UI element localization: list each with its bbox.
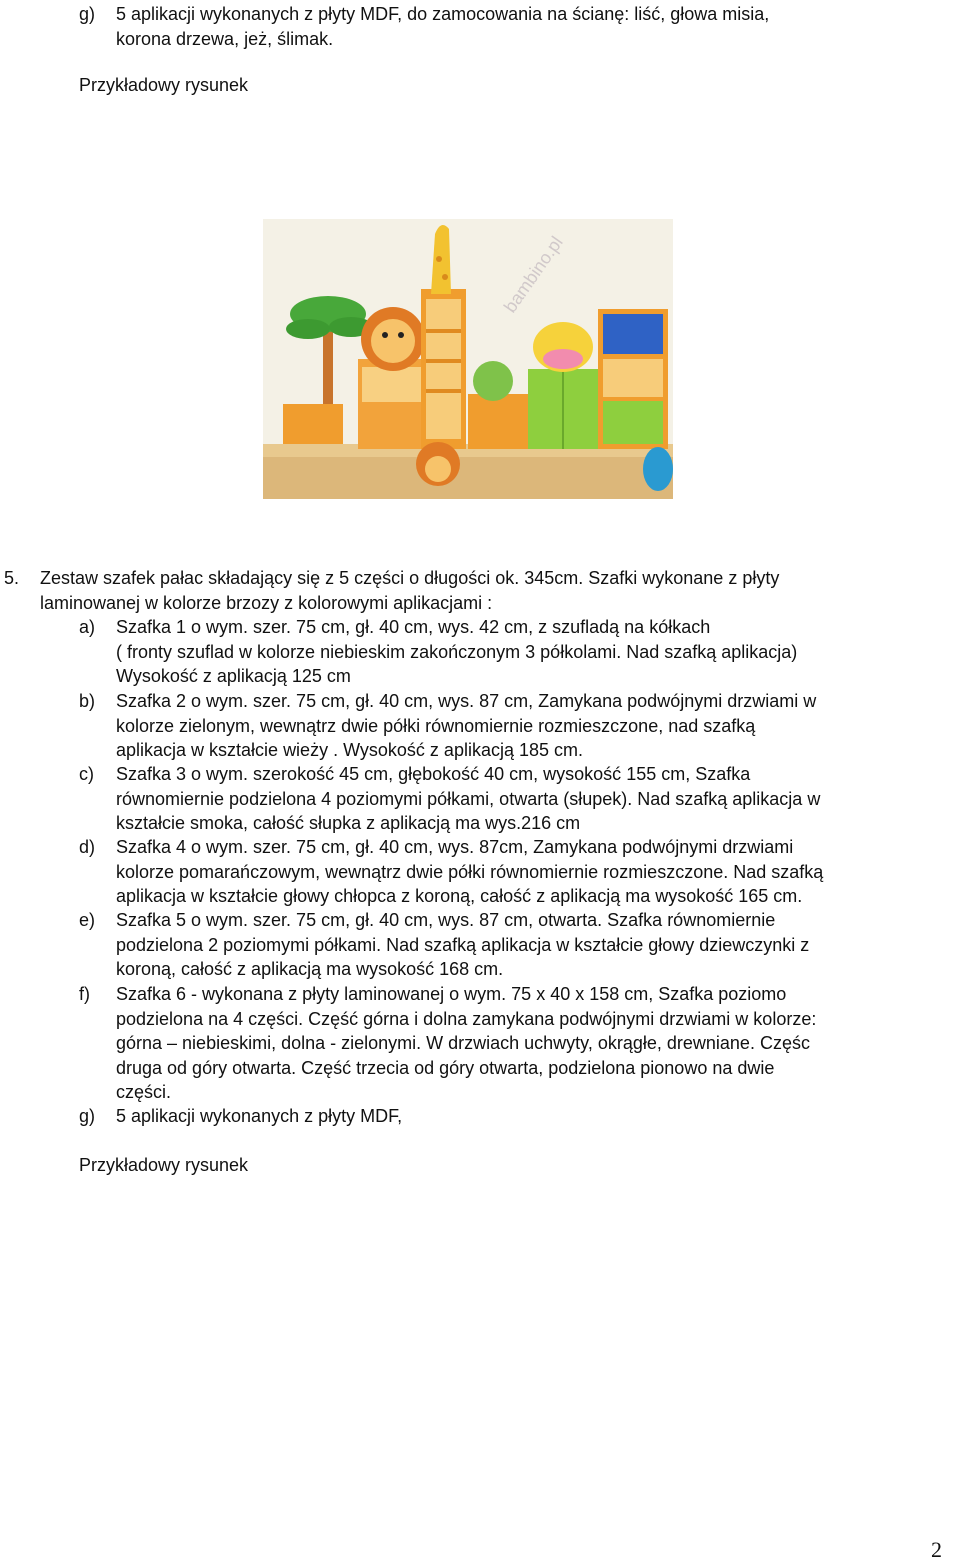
item-label: d) bbox=[79, 837, 96, 857]
item-label: e) bbox=[79, 910, 96, 930]
example-caption-top: Przykładowy rysunek bbox=[79, 75, 249, 95]
item-label: a) bbox=[79, 617, 96, 637]
item-line: podzielona na 4 części. Część górna i dolna zamykana podwójnymi drzwiami w kolorze: bbox=[116, 1008, 817, 1029]
item-line: 5 aplikacji wykonanych z płyty MDF, bbox=[116, 1106, 403, 1126]
item-line: podzielona 2 poziomymi półkami. Nad szafką aplikacja w kształcie głowy dziewczynki z bbox=[116, 934, 810, 955]
item-line: równomiernie podzielona 4 poziomymi półkami, otwarta (słupek). Nad szafką aplikacja w bbox=[116, 788, 821, 809]
page-number: 2 bbox=[931, 1537, 942, 1562]
furniture-photo bbox=[263, 219, 673, 499]
item-label: b) bbox=[79, 691, 96, 711]
item-label: g) bbox=[79, 4, 96, 24]
section-line: Zestaw szafek pałac składający się z 5 części o długości ok. 345cm. Szafki wykonane z płyty bbox=[40, 568, 780, 588]
item-line: ( fronty szuflad w kolorze niebieskim zakończonym 3 półkolami. Nad szafką aplikacja) bbox=[116, 641, 798, 662]
list-item bbox=[79, 615, 957, 689]
list-item bbox=[79, 835, 957, 909]
item-line: Szafka 6 - wykonana z płyty laminowanej o wym. 75 x 40 x 158 cm, Szafka poziomo bbox=[116, 984, 787, 1004]
item-label: c) bbox=[79, 764, 94, 784]
photo-watermark: bambino.pl bbox=[499, 232, 567, 317]
item-line: Szafka 2 o wym. szer. 75 cm, gł. 40 cm, wys. 87 cm, Zamykana podwójnymi drzwiami w bbox=[116, 691, 817, 711]
intro-line: 5 aplikacji wykonanych z płyty MDF, do zamocowania na ścianę: liść, głowa misia, bbox=[116, 4, 770, 24]
item-line: Wysokość z aplikacją 125 cm bbox=[116, 666, 351, 686]
item-line: druga od góry otwarta. Część trzecia od góry otwarta, podzielona pionowo na dwie bbox=[116, 1057, 775, 1078]
item-line: kształcie smoka, całość słupka z aplikacją ma wys.216 cm bbox=[116, 813, 581, 833]
section-line: laminowanej w kolorze brzozy z kolorowymi aplikacjami : bbox=[40, 592, 493, 613]
list-item bbox=[79, 762, 957, 836]
item-line: Szafka 4 o wym. szer. 75 cm, gł. 40 cm, wys. 87cm, Zamykana podwójnymi drzwiami bbox=[116, 837, 794, 857]
item-line: górna – niebieskimi, dolna - zielonymi. W drzwiach uchwyty, okrągłe, drewniane. Częśc bbox=[116, 1033, 810, 1053]
item-line: kolorze zielonym, wewnątrz dwie półki równomiernie rozmieszczone, nad szafką bbox=[116, 715, 756, 736]
example-caption-bottom: Przykładowy rysunek bbox=[79, 1155, 249, 1175]
list-item bbox=[79, 982, 957, 1105]
item-line: aplikacja w kształcie wieży . Wysokość z aplikacją 185 cm. bbox=[116, 740, 583, 760]
list-item bbox=[79, 908, 957, 982]
section-header bbox=[0, 566, 940, 615]
item-line: aplikacja w kształcie głowy chłopca z koroną, całość z aplikacją ma wysokość 165 cm. bbox=[116, 886, 803, 906]
item-line: Szafka 3 o wym. szerokość 45 cm, głębokość 40 cm, wysokość 155 cm, Szafka bbox=[116, 764, 751, 784]
item-line: kolorze pomarańczowym, wewnątrz dwie półki równomiernie rozmieszczone. Nad szafką bbox=[116, 861, 824, 882]
section-number: 5. bbox=[4, 568, 20, 588]
item-label: g) bbox=[79, 1106, 96, 1126]
item-line: koroną, całość z aplikacją ma wysokość 168 cm. bbox=[116, 959, 504, 979]
list-item bbox=[79, 689, 957, 763]
item-line: części. bbox=[116, 1082, 172, 1102]
item-line: Szafka 1 o wym. szer. 75 cm, gł. 40 cm, wys. 42 cm, z szufladą na kółkach bbox=[116, 617, 711, 637]
intro-line: korona drzewa, jeż, ślimak. bbox=[116, 28, 334, 49]
item-label: f) bbox=[79, 984, 90, 1004]
item-line: Szafka 5 o wym. szer. 75 cm, gł. 40 cm, wys. 87 cm, otwarta. Szafka równomiernie bbox=[116, 910, 776, 930]
intro-item bbox=[79, 2, 919, 51]
list-item bbox=[79, 1104, 957, 1129]
